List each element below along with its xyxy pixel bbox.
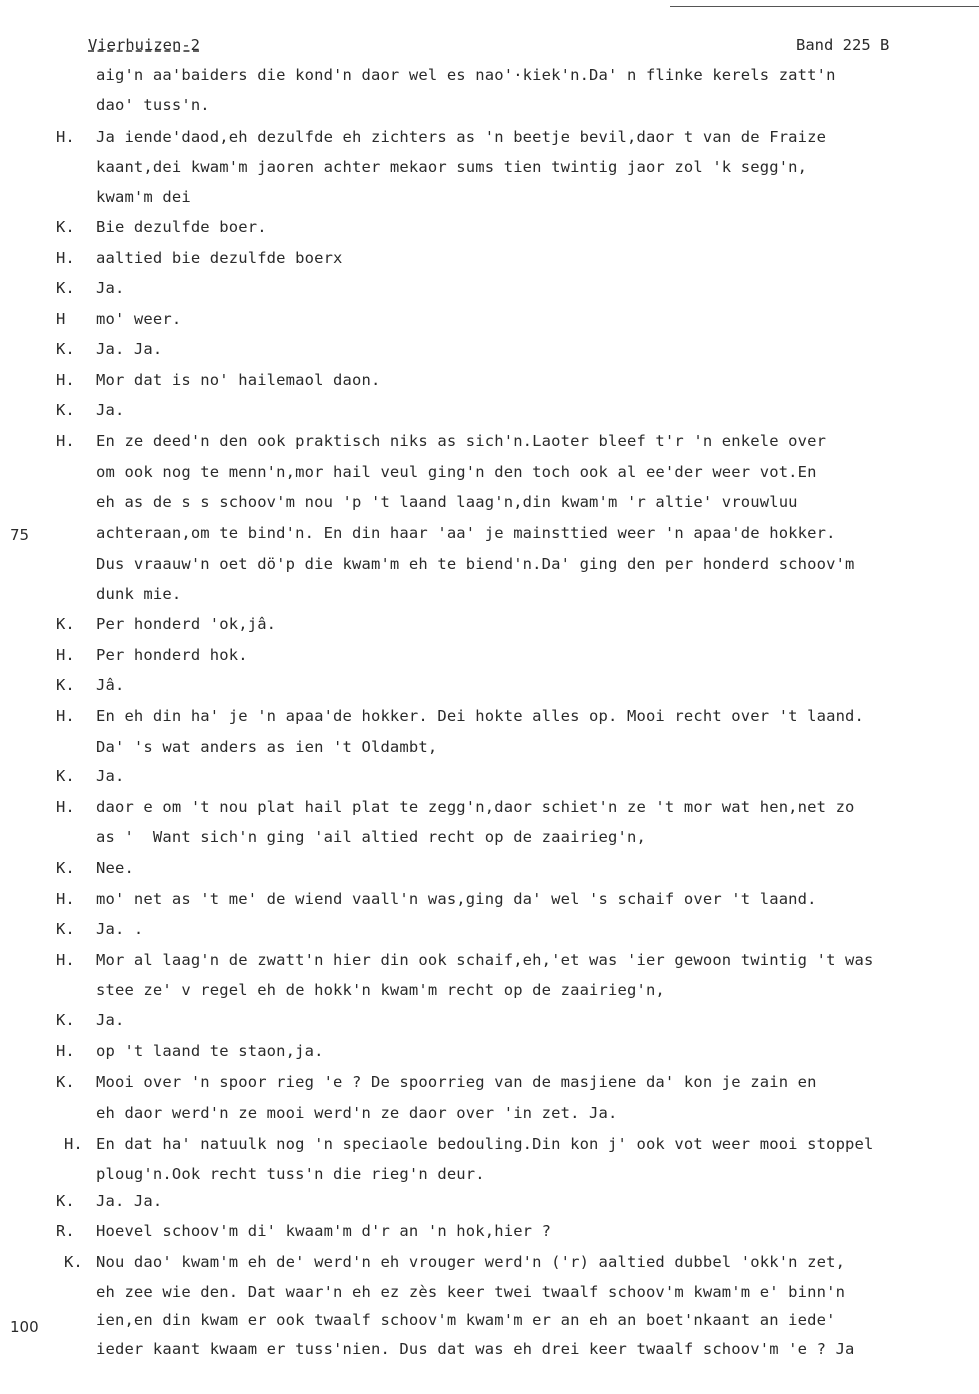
utterance-text: aaltied bie dezulfde boerx: [96, 249, 343, 267]
transcript-line: [0, 585, 979, 609]
utterance-text: Ja. .: [96, 920, 144, 938]
speaker-label: K.: [56, 218, 75, 236]
utterance-text: En eh din ha' je 'n apaa'de hokker. Dei hokte alles op. Mooi recht over 't laand.: [96, 707, 865, 725]
utterance-text: Hoevel schoov'm di' kwaam'm d'r an 'n hok,hier ?: [96, 1222, 552, 1240]
transcript-line: [0, 646, 979, 670]
utterance-text: ien,en din kwam er ook twaalf schoov'm kwam'm er an eh an boet'nkaant an iede': [96, 1311, 836, 1329]
utterance-text: Ja.: [96, 767, 125, 785]
utterance-text: Nee.: [96, 859, 134, 877]
speaker-label: H.: [56, 798, 75, 816]
speaker-label: H: [56, 310, 66, 328]
utterance-text: ieder kaant kwaam er tuss'nien. Dus dat was eh drei keer twaalf schoov'm 'e ? Ja: [96, 1340, 855, 1358]
utterance-text: eh as de s s schoov'm nou 'p 't laand laag'n,din kwam'm 'r altie' vrouwluu: [96, 493, 798, 511]
utterance-text: Jâ.: [96, 676, 125, 694]
transcript-line: [0, 615, 979, 639]
transcript-line: [0, 401, 979, 425]
transcript-line: [0, 493, 979, 517]
transcript-line: [0, 1165, 979, 1189]
speaker-label: K.: [56, 1192, 75, 1210]
transcript-line: [0, 463, 979, 487]
transcript-line: [0, 981, 979, 1005]
utterance-text: aig'n aa'baiders die kond'n daor wel es nao'·kiek'n.Da' n flinke kerels zatt'n: [96, 66, 836, 84]
transcript-line: [0, 371, 979, 395]
transcript-line: [0, 1135, 979, 1159]
utterance-text: op 't laand te staon,ja.: [96, 1042, 324, 1060]
transcript-line: [0, 1283, 979, 1307]
transcript-line: [0, 555, 979, 579]
speaker-label: H.: [56, 890, 75, 908]
transcript-line: [0, 524, 979, 548]
band-label: Band 225 B: [796, 36, 890, 54]
transcript-line: [0, 1192, 979, 1216]
utterance-text: as ' Want sich'n ging 'ail altied recht op de zaairieg'n,: [96, 828, 646, 846]
utterance-text: mo' weer.: [96, 310, 182, 328]
speaker-label: H.: [56, 646, 75, 664]
transcript-line: [0, 676, 979, 700]
utterance-text: kwam'm dei: [96, 188, 191, 206]
transcript-line: [0, 66, 979, 90]
speaker-label: K.: [56, 767, 75, 785]
transcript-line: [0, 218, 979, 242]
transcript-line: [0, 279, 979, 303]
utterance-text: Dus vraauw'n oet dö'p die kwam'm eh te biend'n.Da' ging den per honderd schoov'm: [96, 555, 855, 573]
utterance-text: dunk mie.: [96, 585, 182, 603]
transcript-line: [0, 920, 979, 944]
transcript-line: [0, 432, 979, 456]
speaker-label: K.: [56, 859, 75, 877]
speaker-label: H.: [56, 432, 75, 450]
speaker-label: K.: [56, 1073, 75, 1091]
utterance-text: Per honderd 'ok,jâ.: [96, 615, 277, 633]
speaker-label: H.: [64, 1135, 83, 1153]
utterance-text: Mor al laag'n de zwatt'n hier din ook schaif,eh,'et was 'ier gewoon twintig 't was: [96, 951, 874, 969]
utterance-text: Nou dao' kwam'm eh de' werd'n eh vrouger werd'n ('r) aaltied dubbel 'okk'n zet,: [96, 1253, 846, 1271]
transcript-line: [0, 1073, 979, 1097]
transcript-line: [0, 859, 979, 883]
speaker-label: K.: [56, 340, 75, 358]
transcript-line: [0, 1311, 979, 1335]
utterance-text: ploug'n.Ook recht tuss'n die rieg'n deur.: [96, 1165, 485, 1183]
transcript-line: [0, 158, 979, 182]
speaker-label: H.: [56, 371, 75, 389]
utterance-text: Per honderd hok.: [96, 646, 248, 664]
utterance-text: Ja.: [96, 279, 125, 297]
utterance-text: En ze deed'n den ook praktisch niks as sich'n.Laoter bleef t'r 'n enkele over: [96, 432, 827, 450]
transcript-line: [0, 96, 979, 120]
transcript-line: [0, 767, 979, 791]
speaker-label: H.: [56, 1042, 75, 1060]
transcript-line: [0, 128, 979, 152]
transcript-line: [0, 249, 979, 273]
utterance-text: Ja. Ja.: [96, 1192, 163, 1210]
utterance-text: Mor dat is no' hailemaol daon.: [96, 371, 381, 389]
transcript-line: [0, 1222, 979, 1246]
utterance-text: eh daor werd'n ze mooi werd'n ze daor over 'in zet. Ja.: [96, 1104, 618, 1122]
transcript-line: [0, 1340, 979, 1364]
transcript-line: [0, 890, 979, 914]
utterance-text: Ja.: [96, 1011, 125, 1029]
utterance-text: om ook nog te menn'n,mor hail veul ging'n den toch ook al ee'der weer vot.En: [96, 463, 817, 481]
utterance-text: Da' 's wat anders as ien 't Oldambt,: [96, 738, 438, 756]
transcript-line: [0, 828, 979, 852]
transcript-line: [0, 1104, 979, 1128]
speaker-label: R.: [56, 1222, 75, 1240]
transcript-line: [0, 1011, 979, 1035]
speaker-label: H.: [56, 128, 75, 146]
utterance-text: daor e om 't nou plat hail plat te zegg'n,daor schiet'n ze 't mor wat hen,net zo: [96, 798, 855, 816]
transcript-line: [0, 707, 979, 731]
speaker-label: H.: [56, 951, 75, 969]
transcript-line: [0, 1042, 979, 1066]
margin-line-number: 100: [10, 1318, 39, 1336]
utterance-text: achteraan,om te bind'n. En din haar 'aa' je mainsttied weer 'n apaa'de hokker.: [96, 524, 836, 542]
speaker-label: K.: [56, 279, 75, 297]
utterance-text: Mooi over 'n spoor rieg 'e ? De spoorrieg van de masjiene da' kon je zain en: [96, 1073, 817, 1091]
utterance-text: mo' net as 't me' de wiend vaall'n was,ging da' wel 's schaif over 't laand.: [96, 890, 817, 908]
utterance-text: dao' tuss'n.: [96, 96, 210, 114]
speaker-label: K.: [56, 676, 75, 694]
transcript-line: [0, 1253, 979, 1277]
transcript-line: [0, 951, 979, 975]
speaker-label: K.: [56, 920, 75, 938]
utterance-text: Bie dezulfde boer.: [96, 218, 267, 236]
transcript-line: [0, 188, 979, 212]
utterance-text: stee ze' v regel eh de hokk'n kwam'm recht op de zaairieg'n,: [96, 981, 665, 999]
transcript-line: [0, 798, 979, 822]
speaker-label: H.: [56, 707, 75, 725]
utterance-text: eh zee wie den. Dat waar'n eh ez zès keer twei twaalf schoov'm kwam'm e' binn'n: [96, 1283, 846, 1301]
utterance-text: Ja.: [96, 401, 125, 419]
speaker-label: K.: [56, 1011, 75, 1029]
utterance-text: kaant,dei kwam'm jaoren achter mekaor sums tien twintig jaor zol 'k segg'n,: [96, 158, 808, 176]
transcript-line: [0, 310, 979, 334]
utterance-text: Ja. Ja.: [96, 340, 163, 358]
utterance-text: En dat ha' natuulk nog 'n speciaole bedouling.Din kon j' ook vot weer mooi stoppel: [96, 1135, 874, 1153]
margin-line-number: 75: [10, 526, 30, 544]
transcript-title: Vierhuizen-2: [88, 36, 200, 54]
top-rule: [670, 6, 979, 7]
speaker-label: K.: [64, 1253, 83, 1271]
transcript-line: [0, 738, 979, 762]
speaker-label: K.: [56, 615, 75, 633]
speaker-label: K.: [56, 401, 75, 419]
speaker-label: H.: [56, 249, 75, 267]
transcript-line: [0, 340, 979, 364]
utterance-text: Ja iende'daod,eh dezulfde eh zichters as 'n beetje bevil,daor t van de Fraize: [96, 128, 827, 146]
